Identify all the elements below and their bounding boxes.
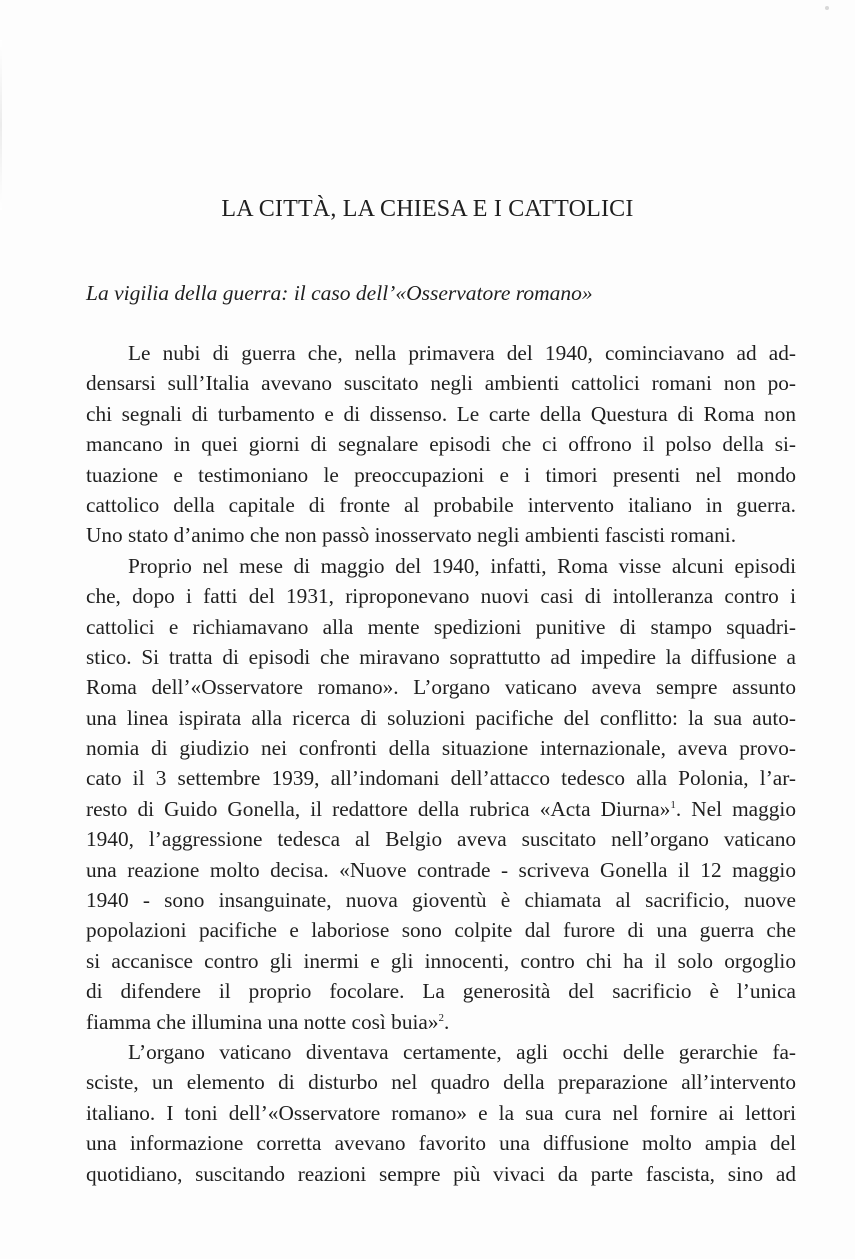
body-text [86,338,796,1189]
line-text: una linea ispirata alla ricerca di soluzioni pacifiche del conflitto: la sua auto- [86,705,796,730]
line-text: cato il 3 settembre 1939, all’indomani dell’attacco tedesco alla Polonia, l’ar- [86,766,796,791]
line-text: Uno stato d’animo che non passò inosservato negli ambienti fascisti romani. [86,523,737,548]
line-text: stico. Si tratta di episodi che miravano soprattutto ad impedire la diffusione a [86,644,796,669]
paragraph [86,551,796,1037]
text-line [86,733,796,763]
line-text: nomia di giudizio nei confronti della situazione internazionale, aveva provo- [86,736,796,761]
line-text-continued: . [443,1009,450,1034]
line-text: mancano in quei giorni di segnalare episodi che ci offrono il polso della si- [86,432,796,457]
line-text: una informazione corretta avevano favorito una diffusione molto ampia del [86,1131,796,1156]
line-text: densarsi sull’Italia avevano suscitato negli ambienti cattolici romani non po- [86,371,796,396]
text-line [86,1128,796,1158]
text-line [86,368,796,398]
text-line [86,1037,796,1067]
text-line [86,976,796,1006]
text-line [86,703,796,733]
text-line [86,581,796,611]
text-line [86,915,796,945]
line-text: Proprio nel mese di maggio del 1940, infatti, Roma visse alcuni episodi [128,553,796,578]
line-text: si accanisce contro gli inermi e gli innocenti, contro chi ha il solo orgoglio [86,948,796,973]
paragraph [86,1037,796,1189]
line-text: cattolico della capitale di fronte al probabile intervento italiano in guerra. [86,492,796,517]
footnote-marker[interactable]: 1 [670,798,676,811]
text-line [86,642,796,672]
line-text: popolazioni pacifiche e laboriose sono colpite dal furore di una guerra che [86,918,796,943]
line-text: italiano. I toni dell’«Osservatore romano» e la sua cura nel fornire ai lettori [86,1100,796,1125]
line-text: Roma dell’«Osservatore romano». L’organo vaticano aveva sempre assunto [86,675,796,700]
chapter-title: LA CITTÀ, LA CHIESA E I CATTOLICI [221,196,634,222]
line-text: quotidiano, suscitando reazioni sempre più vivaci da parte fascista, sino ad [86,1161,796,1186]
line-text: tuazione e testimoniano le preoccupazioni e i timori presenti nel mondo [86,462,796,487]
text-line [86,399,796,429]
text-line [86,1007,796,1037]
text-line [86,460,796,490]
line-text: L’organo vaticano diventava certamente, agli occhi delle gerarchie fa- [128,1039,796,1064]
line-text: fiamma che illumina una notte così buia» [86,1009,439,1034]
text-line [86,794,796,824]
text-line [86,520,796,550]
line-text-continued: . Nel maggio [675,796,796,821]
line-text: resto di Guido Gonella, il redattore della rubrica «Acta Diurna» [86,796,671,821]
text-line [86,672,796,702]
line-text: una reazione molto decisa. «Nuove contrade - scriveva Gonella il 12 maggio [86,857,796,882]
text-line [86,885,796,915]
section-heading: La vigilia della guerra: il caso dell’«Osservatore romano» [86,281,593,305]
text-line [86,338,796,368]
line-text: di difendere il proprio focolare. La generosità del sacrificio è l’unica [86,979,796,1004]
text-line [86,1098,796,1128]
line-text: 1940, l’aggressione tedesca al Belgio aveva suscitato nell’organo vaticano [86,827,796,852]
text-line [86,612,796,642]
text-line [86,824,796,854]
text-line [86,490,796,520]
scan-speck [825,6,829,10]
text-line [86,551,796,581]
line-text: sciste, un elemento di disturbo nel quadro della preparazione all’intervento [86,1070,796,1095]
footnote-marker[interactable]: 2 [438,1011,444,1024]
text-line [86,1159,796,1189]
text-line [86,429,796,459]
page-edge-shadow [0,40,2,210]
text-line [86,855,796,885]
line-text: che, dopo i fatti del 1931, riproponevano nuovi casi di intolleranza contro i [86,584,796,609]
line-text: cattolici e richiamavano alla mente spedizioni punitive di stampo squadri- [86,614,796,639]
text-line [86,946,796,976]
line-text: 1940 - sono insanguinate, nuova gioventù è chiamata al sacrificio, nuove [86,888,796,913]
paragraph [86,338,796,551]
text-line [86,763,796,793]
text-line [86,1067,796,1097]
line-text: chi segnali di turbamento e di dissenso. Le carte della Questura di Roma non [86,401,796,426]
line-text: Le nubi di guerra che, nella primavera del 1940, cominciavano ad ad- [128,341,796,365]
